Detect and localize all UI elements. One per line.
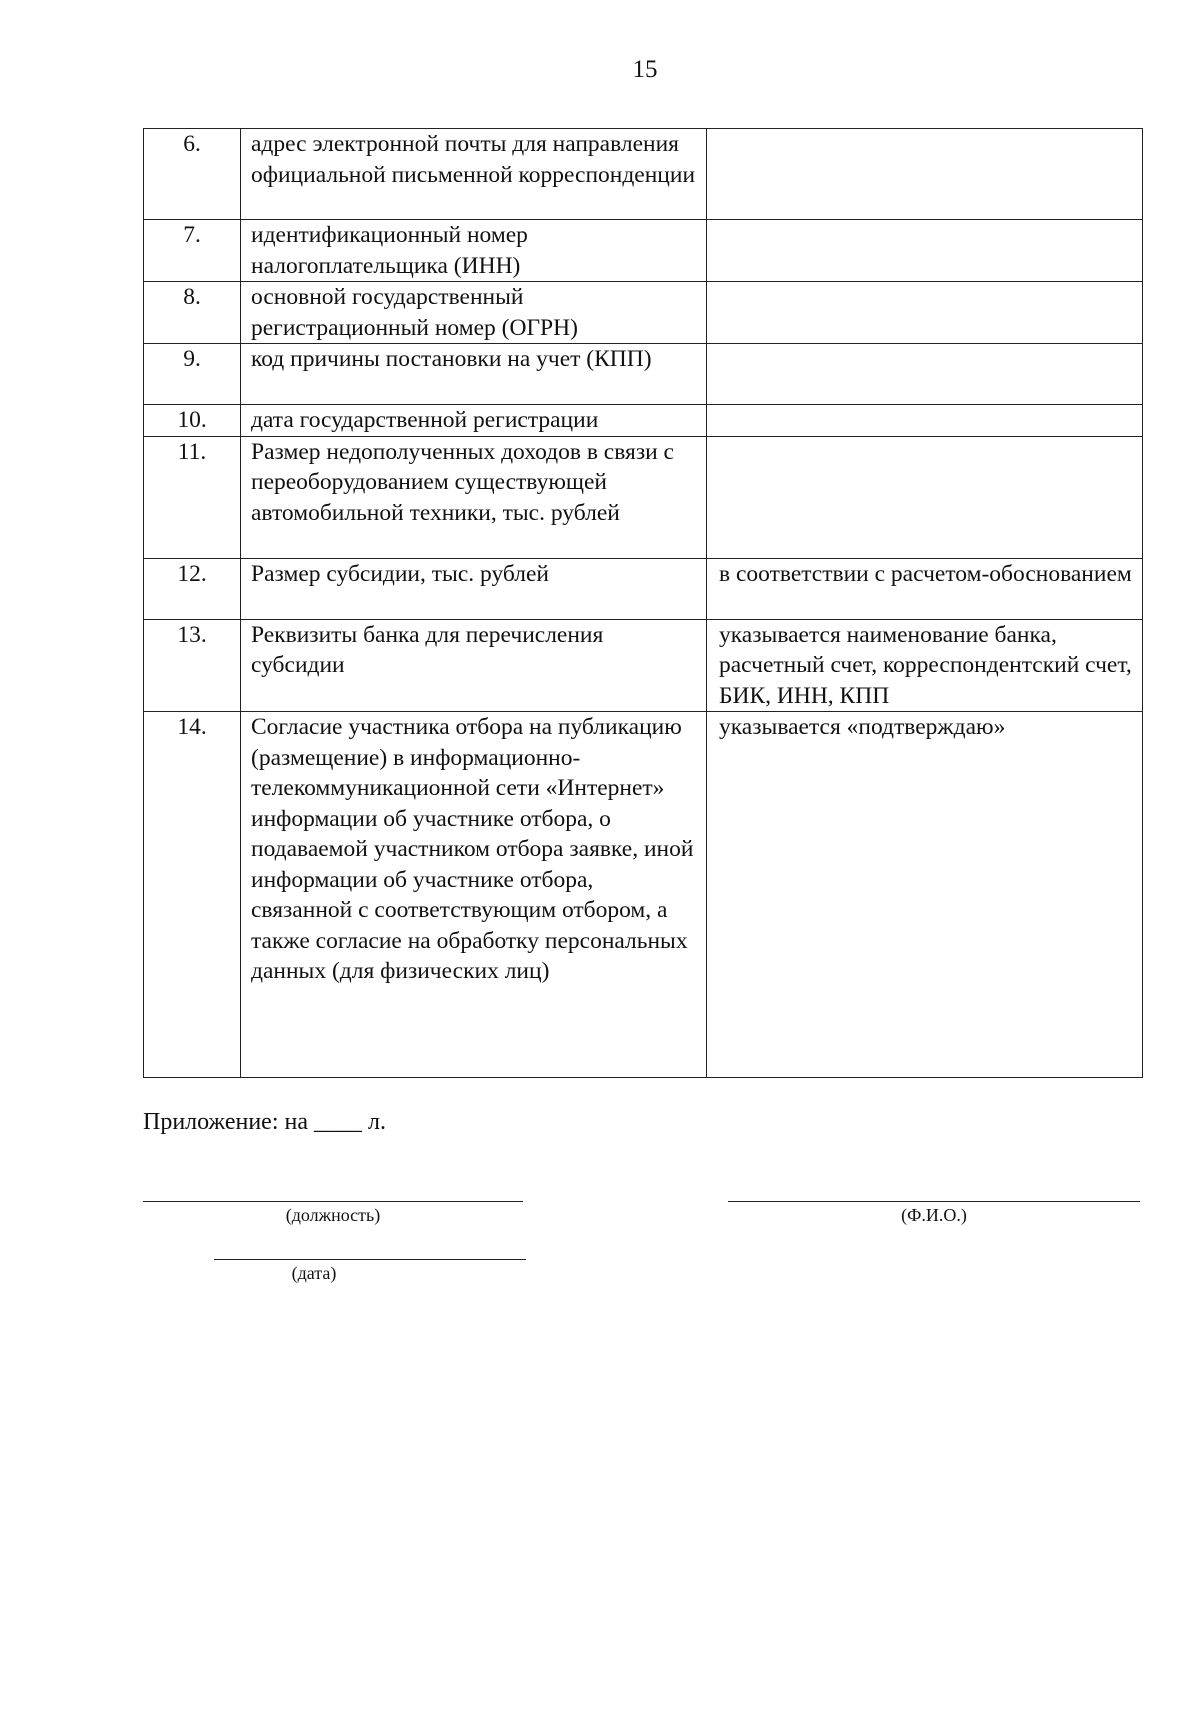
row-description: Реквизиты банка для перечисления субсидии bbox=[241, 619, 707, 712]
date-signature-line bbox=[214, 1259, 526, 1260]
row-number: 8. bbox=[144, 282, 241, 344]
page-number: 15 bbox=[632, 56, 658, 83]
table-row bbox=[144, 282, 1143, 344]
row-description: Согласие участника отбора на публикацию (размещение) в информационно-телекоммуникационной сети «Интернет» информации об участнике отбора, о подаваемой участником отбора заявке, иной информации об участнике отбора, связанной с соответствующим отбором, а также согласие на обработку персональных данных (для физических лиц) bbox=[241, 712, 707, 1078]
row-value: в соответствии с расчетом-обоснованием bbox=[707, 558, 1143, 619]
row-number: 6. bbox=[144, 129, 241, 220]
row-description: Размер недополученных доходов в связи с переоборудованием существующей автомобильной техники, тыс. рублей bbox=[241, 436, 707, 558]
position-caption: (должность) bbox=[285, 1205, 381, 1225]
table-row bbox=[144, 344, 1143, 405]
row-number: 13. bbox=[144, 619, 241, 712]
row-description: основной государственный регистрационный номер (ОГРН) bbox=[241, 282, 707, 344]
table-row bbox=[144, 619, 1143, 712]
row-description: идентификационный номер налогоплательщика (ИНН) bbox=[241, 220, 707, 282]
row-number: 14. bbox=[144, 712, 241, 1078]
table-row bbox=[144, 712, 1143, 1078]
row-value bbox=[707, 282, 1143, 344]
position-signature-line bbox=[143, 1201, 523, 1202]
row-number: 10. bbox=[144, 405, 241, 437]
table-row bbox=[144, 129, 1143, 220]
attachment-note: Приложение: на ____ л. bbox=[143, 1109, 386, 1135]
table-row bbox=[144, 405, 1143, 437]
row-value bbox=[707, 344, 1143, 405]
table-row bbox=[144, 558, 1143, 619]
table-row bbox=[144, 220, 1143, 282]
row-value bbox=[707, 220, 1143, 282]
name-signature-line bbox=[728, 1201, 1140, 1202]
row-value bbox=[707, 436, 1143, 558]
name-caption: (Ф.И.О.) bbox=[901, 1205, 967, 1225]
row-number: 11. bbox=[144, 436, 241, 558]
row-description: код причины постановки на учет (КПП) bbox=[241, 344, 707, 405]
row-description: дата государственной регистрации bbox=[241, 405, 707, 437]
row-description: Размер субсидии, тыс. рублей bbox=[241, 558, 707, 619]
row-value bbox=[707, 129, 1143, 220]
row-description: адрес электронной почты для направления официальной письменной корреспонденции bbox=[241, 129, 707, 220]
date-caption: (дата) bbox=[291, 1263, 337, 1283]
row-number: 7. bbox=[144, 220, 241, 282]
table-row bbox=[144, 436, 1143, 558]
row-value: указывается наименование банка, расчетный счет, корреспондентский счет, БИК, ИНН, КПП bbox=[707, 619, 1143, 712]
row-value: указывается «подтверждаю» bbox=[707, 712, 1143, 1078]
row-number: 9. bbox=[144, 344, 241, 405]
application-form-table bbox=[143, 128, 1143, 1078]
row-value bbox=[707, 405, 1143, 437]
row-number: 12. bbox=[144, 558, 241, 619]
